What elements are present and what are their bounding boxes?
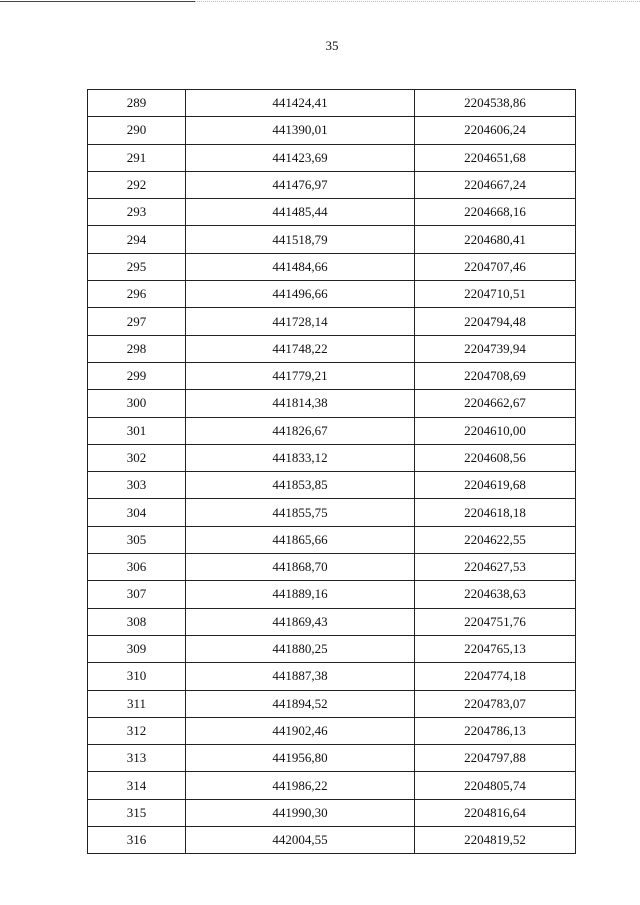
point-number-cell: 296 [88,281,186,308]
y-coordinate-cell: 2204627,53 [415,554,576,581]
table-row [88,554,576,581]
x-coordinate-cell: 441865,66 [186,526,415,553]
x-coordinate-cell: 441894,52 [186,690,415,717]
table-row [88,799,576,826]
x-coordinate-cell: 441990,30 [186,799,415,826]
y-coordinate-cell: 2204805,74 [415,772,576,799]
y-coordinate-cell: 2204794,48 [415,308,576,335]
y-coordinate-cell: 2204618,18 [415,499,576,526]
x-coordinate-cell: 441518,79 [186,226,415,253]
point-number-cell: 298 [88,335,186,362]
y-coordinate-cell: 2204608,56 [415,444,576,471]
table-row [88,417,576,444]
point-number-cell: 299 [88,362,186,389]
y-coordinate-cell: 2204610,00 [415,417,576,444]
x-coordinate-cell: 441855,75 [186,499,415,526]
table-row [88,608,576,635]
x-coordinate-cell: 441476,97 [186,171,415,198]
y-coordinate-cell: 2204710,51 [415,281,576,308]
table-row [88,663,576,690]
y-coordinate-cell: 2204774,18 [415,663,576,690]
x-coordinate-cell: 441868,70 [186,554,415,581]
point-number-cell: 311 [88,690,186,717]
point-number-cell: 307 [88,581,186,608]
point-number-cell: 294 [88,226,186,253]
point-number-cell: 313 [88,745,186,772]
x-coordinate-cell: 441902,46 [186,717,415,744]
point-number-cell: 310 [88,663,186,690]
y-coordinate-cell: 2204797,88 [415,745,576,772]
coordinates-table [87,89,576,854]
table-row [88,499,576,526]
point-number-cell: 312 [88,717,186,744]
x-coordinate-cell: 441485,44 [186,199,415,226]
y-coordinate-cell: 2204668,16 [415,199,576,226]
y-coordinate-cell: 2204816,64 [415,799,576,826]
table-row [88,390,576,417]
top-rule-faint [195,1,640,2]
table-row [88,281,576,308]
point-number-cell: 302 [88,444,186,471]
top-rule [0,1,195,2]
x-coordinate-cell: 441484,66 [186,253,415,280]
y-coordinate-cell: 2204667,24 [415,171,576,198]
y-coordinate-cell: 2204538,86 [415,90,576,117]
y-coordinate-cell: 2204751,76 [415,608,576,635]
point-number-cell: 301 [88,417,186,444]
table-row [88,117,576,144]
y-coordinate-cell: 2204765,13 [415,635,576,662]
y-coordinate-cell: 2204783,07 [415,690,576,717]
x-coordinate-cell: 441956,80 [186,745,415,772]
table-row [88,526,576,553]
x-coordinate-cell: 441814,38 [186,390,415,417]
point-number-cell: 314 [88,772,186,799]
table-body [88,90,576,854]
y-coordinate-cell: 2204739,94 [415,335,576,362]
table-row [88,199,576,226]
table-row [88,690,576,717]
x-coordinate-cell: 441880,25 [186,635,415,662]
table-row [88,90,576,117]
point-number-cell: 306 [88,554,186,581]
table-row [88,362,576,389]
x-coordinate-cell: 441496,66 [186,281,415,308]
y-coordinate-cell: 2204707,46 [415,253,576,280]
table-row [88,827,576,854]
x-coordinate-cell: 441424,41 [186,90,415,117]
y-coordinate-cell: 2204786,13 [415,717,576,744]
y-coordinate-cell: 2204651,68 [415,144,576,171]
x-coordinate-cell: 441779,21 [186,362,415,389]
point-number-cell: 303 [88,472,186,499]
point-number-cell: 292 [88,171,186,198]
table-row [88,308,576,335]
x-coordinate-cell: 441826,67 [186,417,415,444]
table-row [88,253,576,280]
x-coordinate-cell: 442004,55 [186,827,415,854]
page-number: 35 [325,38,339,53]
table-row [88,581,576,608]
table-row [88,745,576,772]
table-row [88,635,576,662]
table-row [88,144,576,171]
y-coordinate-cell: 2204662,67 [415,390,576,417]
point-number-cell: 290 [88,117,186,144]
point-number-cell: 305 [88,526,186,553]
point-number-cell: 289 [88,90,186,117]
table-row [88,472,576,499]
y-coordinate-cell: 2204622,55 [415,526,576,553]
point-number-cell: 315 [88,799,186,826]
y-coordinate-cell: 2204638,63 [415,581,576,608]
table-row [88,717,576,744]
table-row [88,772,576,799]
table-row [88,226,576,253]
x-coordinate-cell: 441853,85 [186,472,415,499]
table-row [88,444,576,471]
x-coordinate-cell: 441869,43 [186,608,415,635]
y-coordinate-cell: 2204708,69 [415,362,576,389]
x-coordinate-cell: 441423,69 [186,144,415,171]
x-coordinate-cell: 441887,38 [186,663,415,690]
x-coordinate-cell: 441390,01 [186,117,415,144]
y-coordinate-cell: 2204619,68 [415,472,576,499]
point-number-cell: 300 [88,390,186,417]
table-row [88,335,576,362]
point-number-cell: 293 [88,199,186,226]
point-number-cell: 304 [88,499,186,526]
y-coordinate-cell: 2204606,24 [415,117,576,144]
point-number-cell: 316 [88,827,186,854]
x-coordinate-cell: 441833,12 [186,444,415,471]
point-number-cell: 291 [88,144,186,171]
point-number-cell: 297 [88,308,186,335]
y-coordinate-cell: 2204819,52 [415,827,576,854]
x-coordinate-cell: 441986,22 [186,772,415,799]
point-number-cell: 309 [88,635,186,662]
point-number-cell: 295 [88,253,186,280]
x-coordinate-cell: 441748,22 [186,335,415,362]
point-number-cell: 308 [88,608,186,635]
x-coordinate-cell: 441728,14 [186,308,415,335]
y-coordinate-cell: 2204680,41 [415,226,576,253]
x-coordinate-cell: 441889,16 [186,581,415,608]
table-row [88,171,576,198]
